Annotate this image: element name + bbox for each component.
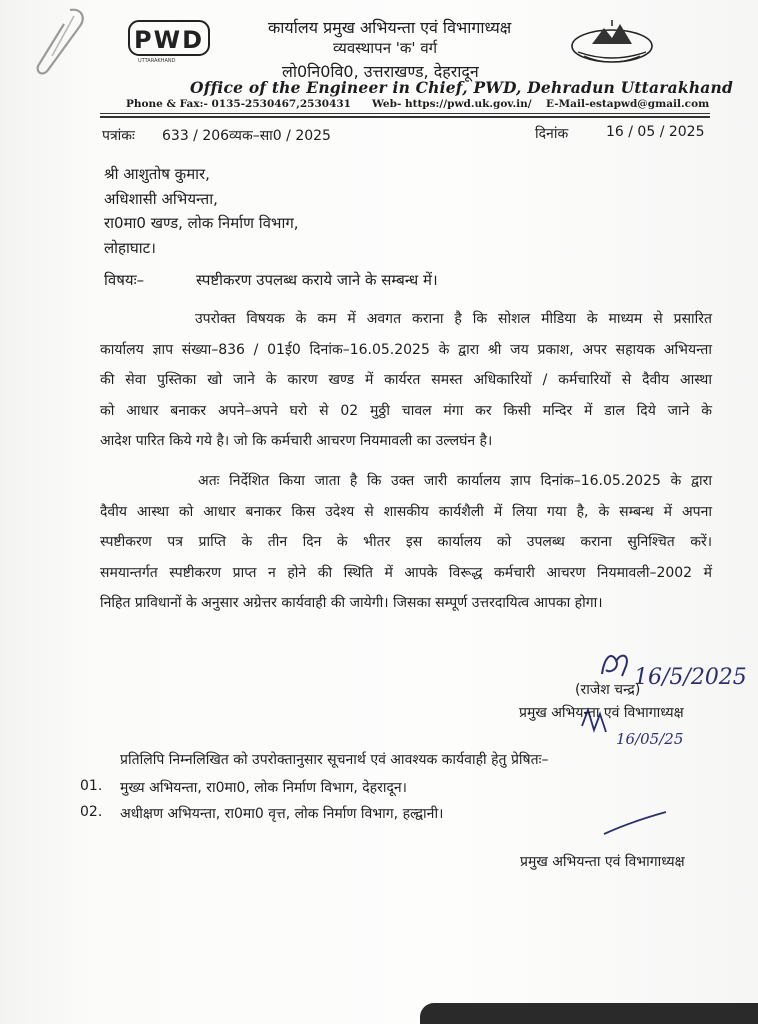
office-title-hindi: कार्यालय प्रमुख अभियन्ता एवं विभागाध्यक्ष [268,18,512,37]
addressee-line: रा0मा0 खण्ड, लोक निर्माण विभाग, [104,214,299,232]
handwritten-signature [560,640,750,760]
copy-item-number: 02. [80,804,103,820]
signatory-designation: प्रमुख अभियन्ता एवं विभागाध्यक्ष [519,705,684,721]
paragraph-line: कार्यालय ज्ञाप संख्या–836 / 01ई0 दिनांक–16.05.2025 के द्वारा श्री जय प्रकाश, अपर सहायक अभियन्ता [100,341,712,358]
reference-label: पत्रांकः [102,128,135,144]
copy-designation: प्रमुख अभियन्ता एवं विभागाध्यक्ष [520,854,685,870]
signatory-name: (राजेश चन्द्र) [575,682,641,698]
email: E-Mail-estapwd@gmail.com [546,98,710,110]
pwd-logo-icon [128,20,210,64]
paragraph-line: समयान्तर्गत स्पष्टीकरण प्राप्त न होने की स्थिति में आपके विरूद्ध कर्मचारी आचरण नियमावली–2002 में [100,564,712,581]
website: Web- https://pwd.uk.gov.in/ [372,98,532,110]
paragraph-line: स्पष्टीकरण पत्र प्राप्ति के तीन दिन के भीतर इस कार्यालय को उपलब्ध कराना सुनिश्चित करें। [100,534,712,550]
copy-intro: प्रतिलिपि निम्नलिखित को उपरोक्तानुसार सूचनार्थ एवं आवश्यक कार्यवाही हेतु प्रेषितः– [120,752,549,768]
paragraph-line: की सेवा पुस्तिका खो जाने के कारण खण्ड में कार्यरत समस्त अधिकारियों / कर्मचारियों से दैवीय आस्था [100,372,712,388]
date-label: दिनांक [535,126,569,142]
subject-text: स्पष्टीकरण उपलब्ध कराये जाने के सम्बन्ध में। [196,271,438,289]
phone-fax: Phone & Fax:- 0135-2530467,2530431 [126,98,351,110]
pen-stroke [600,808,670,838]
paragraph-line: आदेश पारित किये गये है। जो कि कर्मचारी आचरण नियमावली का उल्लघंन है। [100,433,493,449]
paper-clip-icon [30,6,90,76]
addressee-line: अधिशासी अभियन्ता, [104,189,218,208]
paragraph-line: दैवीय आस्था को आधार बनाकर किस उदेश्य से शासकीय कार्यशैली में लिया गया है, के सम्बन्ध में अपना [100,503,712,520]
letter-date: 16 / 05 / 2025 [606,124,705,140]
addressee-block [104,162,299,260]
body-paragraph-1 [100,304,712,457]
uttarakhand-emblem-icon [568,16,656,68]
copy-item-text: मुख्य अभियन्ता, रा0मा0, लोक निर्माण विभाग, देहरादून। [120,780,407,796]
header-rule [100,113,710,114]
paragraph-line: निहित प्राविधानों के अनुसार अग्रेत्तर कार्यवाही की जायेगी। जिसका सम्पूर्ण उत्तरदायित्व आपका होगा। [100,595,603,611]
paragraph-line: अतः निर्देशित किया जाता है कि उक्त जारी कार्यालय ज्ञाप दिनांक–16.05.2025 के द्वारा [198,473,712,489]
office-title-english: Office of the Engineer in Chief, PWD, Dehradun Uttarakhand [190,78,734,97]
office-subtitle-hindi: व्यवस्थापन 'क' वर्ग [333,39,438,57]
svg-text:16/05/25: 16/05/25 [616,730,684,748]
copy-item-text: अधीक्षण अभियन्ता, रा0मा0 वृत्त, लोक निर्माण विभाग, हल्द्वानी। [120,806,444,822]
copy-item-number: 01. [80,778,103,794]
photo-background-corner [420,1003,758,1024]
office-location-hindi: लो0नि0वि0, उत्तराखण्ड, देहरादून [282,62,479,81]
svg-text:PWD: PWD [134,26,204,54]
body-paragraph-2 [100,466,712,619]
header-rule-double [100,116,710,118]
paragraph-line: उपरोक्त विषयक के कम में अवगत कराना है कि सोशल मीडिया के माध्यम से प्रसारित [195,311,712,327]
addressee-line: लोहाघाट। [104,238,156,257]
subject-label: विषयः– [104,271,145,289]
addressee-line: श्री आशुतोष कुमार, [104,165,210,183]
svg-text:16/5/2025: 16/5/2025 [634,665,747,690]
reference-number: 633 / 206व्यक–सा0 / 2025 [162,128,331,144]
paragraph-line: को आधार बनाकर अपने–अपने घरो से 02 मुठ्ठी चावल मंगा कर किसी मन्दिर में डाल दिये जाने के [100,402,712,419]
svg-text:UTTARAKHAND: UTTARAKHAND [138,58,176,64]
